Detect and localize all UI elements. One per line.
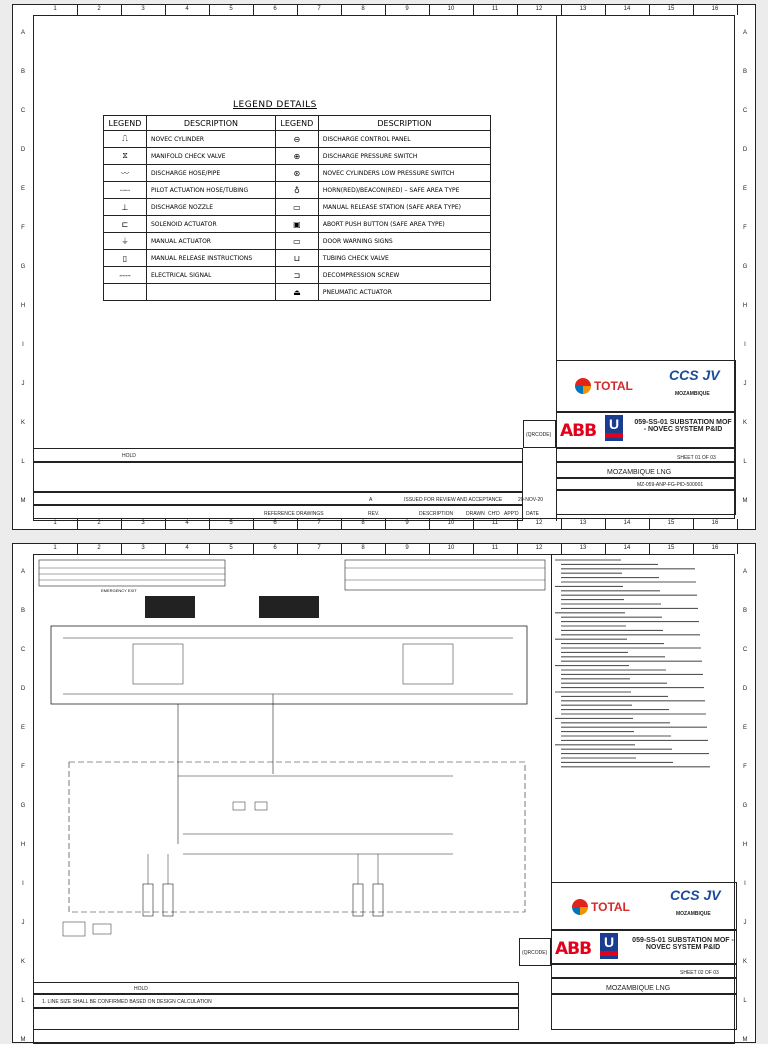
note-row	[33, 994, 519, 1008]
sheet-number-box	[551, 964, 737, 978]
company-name: MOZAMBIQUE LNG	[607, 469, 672, 476]
qrcode-box	[519, 938, 551, 966]
novec-cylinder	[373, 884, 383, 916]
legend-symbol: ⏏	[275, 284, 318, 301]
column-number: 14	[623, 6, 631, 12]
sheet-number: SHEET 01 OF 03	[677, 455, 716, 461]
column-number: 5	[229, 545, 233, 551]
legend-description: TUBING CHECK VALVE	[318, 250, 490, 267]
ruler-tick	[693, 5, 694, 15]
row-letter: H	[20, 302, 26, 309]
row-letter: F	[21, 764, 25, 771]
legend-description: MANUAL RELEASE INSTRUCTIONS	[147, 250, 276, 267]
legend-description: PNEUMATIC ACTUATOR	[318, 284, 490, 301]
legend-description: DISCHARGE NOZZLE	[147, 199, 276, 216]
row-letter: D	[742, 686, 748, 693]
pid-diagram	[33, 554, 553, 954]
ccs-jv-logo: CCS JV	[669, 367, 720, 383]
row-letter: K	[742, 419, 747, 426]
ruler-tick	[297, 5, 298, 15]
ruler-tick	[385, 544, 386, 554]
ruler-tick	[649, 544, 650, 554]
row-letter: K	[20, 419, 25, 426]
schedule-table	[345, 560, 545, 590]
revision-letter: A	[369, 497, 373, 503]
row-letter: A	[20, 569, 25, 576]
column-number: 10	[447, 545, 455, 551]
date-header: DATE	[526, 511, 539, 517]
client-logo-box	[556, 360, 736, 412]
legend-symbol: ⊕	[275, 148, 318, 165]
legend-description: DISCHARGE PRESSURE SWITCH	[318, 148, 490, 165]
tagging-table	[39, 560, 225, 586]
contractor-logo-box	[551, 930, 737, 964]
reference-drawings-header: REFERENCE DRAWINGS	[264, 511, 324, 517]
footer-headers-row	[33, 505, 539, 521]
row-letter: A	[742, 30, 747, 37]
contractor-logo-box	[556, 412, 736, 448]
ruler-tick	[121, 544, 122, 554]
cylinder-room	[69, 762, 525, 912]
legend-row	[104, 233, 491, 250]
total-logo	[572, 899, 630, 915]
row-letter: M	[20, 1036, 26, 1043]
description-header-footer: DESCRIPTION	[419, 511, 454, 517]
legend-row	[104, 165, 491, 182]
legend-description: PILOT ACTUATION HOSE/TUBING	[147, 182, 276, 199]
column-number: 11	[491, 520, 499, 526]
legend-description: ABORT PUSH BUTTON (SAFE AREA TYPE)	[318, 216, 490, 233]
ruler-tick	[693, 544, 694, 554]
total-logo-text: TOTAL	[594, 379, 633, 393]
column-number: 15	[667, 545, 675, 551]
row-letter: G	[20, 264, 26, 270]
ruler-tick	[77, 5, 78, 15]
ruler-tick	[385, 5, 386, 15]
drawing-title: 059-SS-01 SUBSTATION MOF - NOVEC SYSTEM P&ID	[632, 937, 734, 951]
column-ruler-top	[13, 5, 755, 15]
column-number: 1	[53, 545, 57, 551]
ruler-tick	[165, 544, 166, 554]
legend-description: HORN(RED)/BEACON(RED) – SAFE AREA TYPE	[318, 182, 490, 199]
checked-header: CH'D	[488, 511, 500, 517]
legend-row	[104, 182, 491, 199]
legend-description: DISCHARGE HOSE/PIPE	[147, 165, 276, 182]
ruler-tick	[605, 5, 606, 15]
column-number: 10	[447, 6, 455, 12]
column-number: 11	[491, 545, 499, 551]
column-number: 6	[273, 545, 277, 551]
legend-symbol: ⏚	[104, 233, 147, 250]
row-letter: C	[742, 108, 748, 115]
row-letter: H	[742, 302, 748, 309]
legend-symbol: ▯	[104, 250, 147, 267]
ruler-tick	[429, 5, 430, 15]
column-number: 14	[623, 520, 631, 526]
column-number: 3	[141, 6, 145, 12]
column-number: 9	[405, 520, 409, 526]
row-letter: K	[20, 958, 25, 965]
total-logo-icon	[572, 899, 588, 915]
row-letter: D	[20, 147, 26, 154]
legend-symbol: ▭	[275, 199, 318, 216]
ruler-tick	[253, 5, 254, 15]
row-letter: M	[20, 497, 26, 504]
ruler-tick	[209, 544, 210, 554]
revision-description: ISSUED FOR REVIEW AND ACCEPTANCE	[404, 497, 503, 503]
legend-symbol: ┈┈	[104, 182, 147, 199]
column-number: 1	[53, 520, 57, 526]
cable-tray	[259, 596, 319, 618]
hold-label: HOLD	[122, 453, 136, 459]
row-letter: B	[20, 69, 25, 76]
legend-row	[104, 216, 491, 233]
ruler-tick	[605, 544, 606, 554]
revision-blank-row	[33, 462, 523, 492]
column-number: 3	[141, 520, 145, 526]
row-letter: I	[22, 880, 24, 887]
row-letter: E	[20, 186, 25, 193]
legend-symbol: ▣	[275, 216, 318, 233]
ruler-tick	[737, 544, 738, 554]
column-number: 16	[711, 6, 719, 12]
legend-symbol: ⊥	[104, 199, 147, 216]
column-number: 2	[97, 520, 101, 526]
column-number: 13	[579, 520, 587, 526]
legend-symbol: ⊛	[275, 165, 318, 182]
column-number: 12	[535, 545, 543, 551]
legend-row	[104, 284, 491, 301]
row-letter: C	[20, 108, 26, 115]
column-number: 13	[579, 545, 587, 551]
qrcode-box	[523, 420, 556, 448]
qrcode-label: (QRCODE)	[526, 432, 552, 438]
legend-description: MANUAL RELEASE STATION (SAFE AREA TYPE)	[318, 199, 490, 216]
qrcode-label: (QRCODE)	[522, 950, 548, 956]
sheet-number-box	[556, 448, 736, 462]
ruler-tick	[649, 5, 650, 15]
row-letter: B	[20, 608, 25, 615]
legend-description: DOOR WARNING SIGNS	[318, 233, 490, 250]
legend-row	[104, 148, 491, 165]
row-letter: L	[743, 458, 747, 465]
copyright-box	[556, 490, 736, 515]
legend-description: NOVEC CYLINDERS LOW PRESSURE SWITCH	[318, 165, 490, 182]
mozambique-logo-text: MOZAMBIQUE	[676, 911, 711, 917]
column-number: 9	[405, 6, 409, 12]
emergency-exit-label: EMERGENCY EXIT	[101, 588, 137, 593]
total-logo-icon	[575, 378, 591, 394]
legend-symbol	[104, 284, 147, 301]
column-number: 15	[667, 6, 675, 12]
column-number: 4	[185, 545, 189, 551]
drawing-sheet-2	[12, 543, 756, 1043]
row-letter: A	[742, 569, 747, 576]
ruler-tick	[737, 5, 738, 15]
legend-symbol: ⊔	[275, 250, 318, 267]
legend-description: MANIFOLD CHECK VALVE	[147, 148, 276, 165]
row-letter: L	[21, 997, 25, 1004]
row-letter: L	[743, 997, 747, 1004]
approved-header: APP'D	[504, 511, 519, 517]
ruler-tick	[473, 5, 474, 15]
row-letter: G	[742, 803, 748, 809]
ruler-tick	[121, 5, 122, 15]
ruler-tick	[561, 544, 562, 554]
room-outline	[51, 626, 527, 704]
legend-description	[147, 284, 276, 301]
column-number: 7	[317, 6, 321, 12]
column-number: 8	[361, 520, 365, 526]
row-letter: I	[22, 341, 24, 348]
column-number: 2	[97, 545, 101, 551]
row-letter: G	[20, 803, 26, 809]
legend-symbol: ⊏	[104, 216, 147, 233]
column-number: 2	[97, 6, 101, 12]
column-number: 4	[185, 6, 189, 12]
note-line-size: 1. LINE SIZE SHALL BE CONFIRMED BASED ON DESIGN CALCULATION	[42, 999, 212, 1005]
row-letter: J	[743, 919, 747, 926]
ruler-tick	[77, 544, 78, 554]
legend-description: NOVEC CYLINDER	[147, 131, 276, 148]
legend-symbol: ⊐	[275, 267, 318, 284]
row-letter: I	[744, 341, 746, 348]
row-letter: I	[744, 880, 746, 887]
column-ruler-top	[13, 544, 755, 554]
ccs-jv-logo: CCS JV	[670, 887, 721, 903]
company-box	[551, 978, 737, 994]
client-logo-box	[551, 882, 737, 930]
doc-number-box	[556, 478, 736, 490]
row-letter: B	[742, 69, 747, 76]
novec-cylinder	[163, 884, 173, 916]
column-number: 11	[491, 6, 499, 12]
row-letter: L	[21, 458, 25, 465]
ruler-tick	[737, 519, 738, 529]
description-header: DESCRIPTION	[318, 116, 490, 131]
row-letter: H	[742, 841, 748, 848]
column-number: 16	[711, 545, 719, 551]
row-letter: J	[21, 380, 25, 387]
column-number: 12	[535, 6, 543, 12]
cable-tray	[145, 596, 195, 618]
ruler-tick	[517, 544, 518, 554]
column-number: 8	[361, 6, 365, 12]
hold-label: HOLD	[134, 986, 148, 992]
ruler-tick	[341, 5, 342, 15]
revision-row	[33, 492, 544, 505]
novec-cylinder	[353, 884, 363, 916]
row-letter: E	[742, 186, 747, 193]
row-letter: A	[20, 30, 25, 37]
column-number: 12	[535, 520, 543, 526]
legend-symbol: ▭	[275, 233, 318, 250]
document-number: MZ-059-ANP-FG-PID-500001	[637, 482, 704, 488]
row-letter: J	[743, 380, 747, 387]
column-number: 7	[317, 520, 321, 526]
ruler-tick	[253, 544, 254, 554]
doc-number-box	[551, 994, 737, 1030]
mozambique-logo-text: MOZAMBIQUE	[675, 391, 710, 397]
row-letter: F	[21, 225, 25, 232]
drawing-title: 059-SS-01 SUBSTATION MOF - NOVEC SYSTEM P&ID	[634, 419, 732, 433]
vendor-logo: U	[600, 933, 618, 959]
legend-symbol: ⎍	[104, 131, 147, 148]
row-letter: K	[742, 958, 747, 965]
revision-date: 20-NOV-20	[518, 497, 544, 503]
column-number: 6	[273, 6, 277, 12]
ruler-tick	[297, 544, 298, 554]
legend-header: LEGEND	[275, 116, 318, 131]
legend-description: DISCHARGE CONTROL PANEL	[318, 131, 490, 148]
column-number: 7	[317, 545, 321, 551]
legend-description: ELECTRICAL SIGNAL	[147, 267, 276, 284]
abb-logo: ABB	[560, 421, 597, 441]
ruler-tick	[341, 544, 342, 554]
drawing-sheet-1	[12, 4, 756, 530]
column-number: 14	[623, 545, 631, 551]
column-number: 9	[405, 545, 409, 551]
hold-row	[33, 982, 519, 994]
description-header: DESCRIPTION	[147, 116, 276, 131]
legend-description: MANUAL ACTUATOR	[147, 233, 276, 250]
revision-blank-row	[33, 1008, 519, 1030]
row-letter: C	[742, 647, 748, 654]
legend-symbol: ♁	[275, 182, 318, 199]
drawn-header: DRAWN	[466, 511, 485, 517]
ruler-tick	[429, 544, 430, 554]
legend-symbol: ----	[104, 267, 147, 284]
legend-title: LEGEND DETAILS	[233, 100, 317, 110]
row-letter: C	[20, 647, 26, 654]
row-letter: M	[742, 1036, 748, 1043]
ruler-tick	[165, 5, 166, 15]
total-logo	[575, 378, 633, 394]
legend-header: LEGEND	[104, 116, 147, 131]
ruler-tick	[473, 544, 474, 554]
legend-symbol: ⧖	[104, 148, 147, 165]
company-box	[556, 462, 736, 478]
legend-row	[104, 131, 491, 148]
row-letter: B	[742, 608, 747, 615]
vendor-logo: U	[605, 415, 623, 441]
legend-row	[104, 267, 491, 284]
row-letter: H	[20, 841, 26, 848]
column-number: 6	[273, 520, 277, 526]
column-number: 16	[711, 520, 719, 526]
column-number: 5	[229, 6, 233, 12]
row-letter: F	[743, 225, 747, 232]
ruler-tick	[517, 5, 518, 15]
legend-row	[104, 199, 491, 216]
abb-logo: ABB	[555, 939, 592, 959]
total-logo-text: TOTAL	[591, 900, 630, 914]
row-letter: J	[21, 919, 25, 926]
legend-symbol: ⊖	[275, 131, 318, 148]
column-number: 3	[141, 545, 145, 551]
column-number: 10	[447, 520, 455, 526]
legend-symbol: 〰	[104, 165, 147, 182]
rev-header: REV.	[368, 511, 380, 517]
column-number: 15	[667, 520, 675, 526]
column-number: 1	[53, 6, 57, 12]
row-letter: F	[743, 764, 747, 771]
sheet-number: SHEET 02 OF 03	[680, 970, 719, 976]
ruler-tick	[561, 5, 562, 15]
row-letter: M	[742, 497, 748, 504]
row-letter: E	[742, 725, 747, 732]
novec-cylinder	[143, 884, 153, 916]
legend-description: SOLENOID ACTUATOR	[147, 216, 276, 233]
legend-row	[104, 250, 491, 267]
row-letter: G	[742, 264, 748, 270]
legend-description: DECOMPRESSION SCREW	[318, 267, 490, 284]
hold-row	[33, 448, 523, 462]
ruler-tick	[209, 5, 210, 15]
row-letter: D	[20, 686, 26, 693]
column-number: 5	[229, 520, 233, 526]
column-number: 8	[361, 545, 365, 551]
row-letter: E	[20, 725, 25, 732]
company-name: MOZAMBIQUE LNG	[606, 985, 671, 992]
column-number: 4	[185, 520, 189, 526]
legend-table	[103, 115, 491, 301]
row-letter: D	[742, 147, 748, 154]
column-number: 13	[579, 6, 587, 12]
